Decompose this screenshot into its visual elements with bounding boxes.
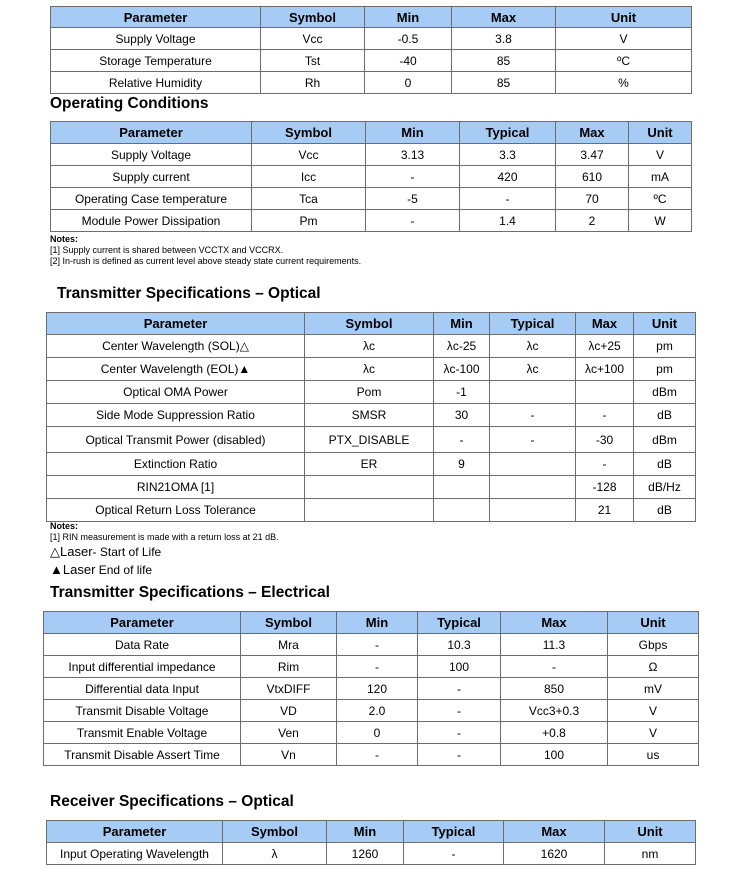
- table-row: [47, 358, 696, 381]
- column-header: Min: [434, 313, 490, 335]
- table-cell: -: [418, 678, 501, 700]
- tx-optical-note-1: [1] RIN measurement is made with a return loss at 21 dB.: [50, 532, 279, 542]
- legend-sol-label: Laser: [60, 544, 93, 559]
- header-row: [47, 313, 696, 335]
- table-cell: VtxDIFF: [241, 678, 337, 700]
- table-cell: -: [337, 656, 418, 678]
- table-cell: 3.3: [460, 144, 556, 166]
- legend-eol-label: Laser: [62, 562, 96, 577]
- table-cell: [305, 476, 434, 499]
- column-header: Parameter: [51, 122, 252, 144]
- table-cell: 2.0: [337, 700, 418, 722]
- table-row: [47, 335, 696, 358]
- table-cell: 0: [337, 722, 418, 744]
- column-header: Unit: [556, 7, 692, 28]
- table-cell: -: [404, 843, 504, 865]
- operating-note-1: [1] Supply current is shared between VCCTX and VCCRX.: [50, 245, 284, 255]
- column-header: Symbol: [305, 313, 434, 335]
- table-cell: -: [460, 188, 556, 210]
- table-cell: -: [490, 427, 576, 453]
- table-row: [44, 744, 699, 766]
- table-cell: dB: [634, 404, 696, 427]
- table-cell: Optical Return Loss Tolerance: [47, 499, 305, 522]
- table-cell: -: [418, 700, 501, 722]
- table-row: [51, 50, 692, 72]
- rx-optical-title: Receiver Specifications – Optical: [50, 793, 294, 810]
- column-header: Min: [327, 821, 404, 843]
- table-row: [44, 634, 699, 656]
- table-cell: Supply Voltage: [51, 28, 261, 50]
- table-cell: λc-25: [434, 335, 490, 358]
- table-cell: Supply current: [51, 166, 252, 188]
- table-row: [51, 188, 692, 210]
- column-header: Max: [576, 313, 634, 335]
- absolute-max-table: [50, 6, 692, 94]
- table-cell: -1: [434, 381, 490, 404]
- table-cell: 11.3: [501, 634, 608, 656]
- table-cell: Icc: [252, 166, 366, 188]
- table-cell: [434, 476, 490, 499]
- table-cell: Transmit Disable Assert Time: [44, 744, 241, 766]
- table-cell: Ω: [608, 656, 699, 678]
- table-row: [44, 678, 699, 700]
- table-cell: -: [576, 404, 634, 427]
- table-cell: λc: [305, 335, 434, 358]
- table-cell: Operating Case temperature: [51, 188, 252, 210]
- legend-sol: [50, 543, 161, 561]
- rx-optical-table: [46, 820, 696, 865]
- tx-optical-title: Transmitter Specifications – Optical: [57, 285, 321, 302]
- table-row: [47, 404, 696, 427]
- table-cell: Data Rate: [44, 634, 241, 656]
- table-cell: 9: [434, 453, 490, 476]
- column-header: Unit: [629, 122, 692, 144]
- table-cell: -: [366, 166, 460, 188]
- table-cell: 1260: [327, 843, 404, 865]
- table-cell: -: [434, 427, 490, 453]
- table-cell: Tst: [261, 50, 365, 72]
- table-cell: Transmit Enable Voltage: [44, 722, 241, 744]
- column-header: Symbol: [223, 821, 327, 843]
- operating-notes: [50, 234, 361, 267]
- table-cell: +0.8: [501, 722, 608, 744]
- table-cell: -5: [366, 188, 460, 210]
- table-row: [47, 381, 696, 404]
- table-row: [44, 700, 699, 722]
- table-cell: -0.5: [365, 28, 452, 50]
- table-row: [47, 476, 696, 499]
- table-cell: λc-100: [434, 358, 490, 381]
- table-cell: [576, 381, 634, 404]
- column-header: Symbol: [241, 612, 337, 634]
- header-row: [44, 612, 699, 634]
- table-cell: [490, 453, 576, 476]
- table-cell: dB: [634, 453, 696, 476]
- column-header: Max: [556, 122, 629, 144]
- table-cell: mV: [608, 678, 699, 700]
- table-cell: dB: [634, 499, 696, 522]
- header-row: [51, 122, 692, 144]
- column-header: Max: [501, 612, 608, 634]
- column-header: Parameter: [47, 313, 305, 335]
- table-row: [47, 453, 696, 476]
- table-cell: PTX_DISABLE: [305, 427, 434, 453]
- table-cell: Relative Humidity: [51, 72, 261, 94]
- table-cell: dBm: [634, 381, 696, 404]
- column-header: Typical: [404, 821, 504, 843]
- table-cell: λc+100: [576, 358, 634, 381]
- table-cell: Differential data Input: [44, 678, 241, 700]
- table-cell: [490, 381, 576, 404]
- tx-optical-notes-label: Notes:: [50, 521, 79, 531]
- table-row: [47, 499, 696, 522]
- table-cell: Supply Voltage: [51, 144, 252, 166]
- table-cell: λ: [223, 843, 327, 865]
- table-cell: -128: [576, 476, 634, 499]
- table-cell: Vcc: [261, 28, 365, 50]
- table-cell: Pom: [305, 381, 434, 404]
- table-cell: ºC: [556, 50, 692, 72]
- table-cell: 100: [501, 744, 608, 766]
- table-cell: Center Wavelength (EOL)▲: [47, 358, 305, 381]
- column-header: Typical: [418, 612, 501, 634]
- table-cell: Rh: [261, 72, 365, 94]
- table-cell: Optical Transmit Power (disabled): [47, 427, 305, 453]
- table-cell: -: [576, 453, 634, 476]
- table-cell: -: [418, 744, 501, 766]
- table-cell: -: [490, 404, 576, 427]
- operating-conditions-title: Operating Conditions: [50, 95, 209, 112]
- table-cell: Mra: [241, 634, 337, 656]
- table-cell: pm: [634, 335, 696, 358]
- table-cell: -40: [365, 50, 452, 72]
- table-cell: Center Wavelength (SOL)△: [47, 335, 305, 358]
- column-header: Min: [366, 122, 460, 144]
- table-cell: λc: [305, 358, 434, 381]
- table-row: [51, 28, 692, 50]
- tx-optical-table: [46, 312, 696, 522]
- column-header: Parameter: [51, 7, 261, 28]
- column-header: Unit: [634, 313, 696, 335]
- column-header: Max: [452, 7, 556, 28]
- table-cell: [490, 476, 576, 499]
- table-cell: [434, 499, 490, 522]
- table-cell: Rim: [241, 656, 337, 678]
- column-header: Parameter: [44, 612, 241, 634]
- header-row: [51, 7, 692, 28]
- table-cell: λc+25: [576, 335, 634, 358]
- table-cell: mA: [629, 166, 692, 188]
- table-cell: λc: [490, 335, 576, 358]
- table-cell: %: [556, 72, 692, 94]
- table-cell: -30: [576, 427, 634, 453]
- table-cell: [305, 499, 434, 522]
- table-row: [51, 166, 692, 188]
- table-cell: 3.13: [366, 144, 460, 166]
- column-header: Min: [337, 612, 418, 634]
- table-cell: 3.8: [452, 28, 556, 50]
- table-cell: V: [629, 144, 692, 166]
- table-cell: -: [501, 656, 608, 678]
- column-header: Max: [504, 821, 605, 843]
- table-cell: -: [337, 634, 418, 656]
- column-header: Parameter: [47, 821, 223, 843]
- column-header: Unit: [608, 612, 699, 634]
- legend-eol-text: End of life: [95, 563, 153, 577]
- table-cell: Optical OMA Power: [47, 381, 305, 404]
- table-cell: 850: [501, 678, 608, 700]
- laser-legend: [50, 543, 161, 579]
- table-row: [51, 144, 692, 166]
- table-cell: 85: [452, 72, 556, 94]
- table-row: [44, 722, 699, 744]
- legend-sol-text: - Start of Life: [92, 545, 162, 559]
- table-cell: 0: [365, 72, 452, 94]
- table-row: [44, 656, 699, 678]
- table-cell: 85: [452, 50, 556, 72]
- filled-triangle-icon: ▲: [50, 562, 63, 577]
- operating-note-2: [2] In-rush is defined as current level above steady state current requirements.: [50, 256, 362, 266]
- table-cell: -: [366, 210, 460, 232]
- table-cell: Gbps: [608, 634, 699, 656]
- table-cell: SMSR: [305, 404, 434, 427]
- table-cell: 610: [556, 166, 629, 188]
- table-cell: 1620: [504, 843, 605, 865]
- operating-notes-label: Notes:: [50, 234, 79, 244]
- table-cell: Vcc: [252, 144, 366, 166]
- table-cell: Input differential impedance: [44, 656, 241, 678]
- table-cell: Transmit Disable Voltage: [44, 700, 241, 722]
- operating-conditions-table: [50, 121, 692, 232]
- table-cell: dB/Hz: [634, 476, 696, 499]
- table-cell: Storage Temperature: [51, 50, 261, 72]
- table-cell: Side Mode Suppression Ratio: [47, 404, 305, 427]
- table-cell: V: [608, 700, 699, 722]
- table-cell: Extinction Ratio: [47, 453, 305, 476]
- table-cell: [490, 499, 576, 522]
- table-row: [47, 427, 696, 453]
- table-cell: λc: [490, 358, 576, 381]
- table-cell: 21: [576, 499, 634, 522]
- table-cell: Vcc3+0.3: [501, 700, 608, 722]
- table-cell: V: [556, 28, 692, 50]
- column-header: Symbol: [261, 7, 365, 28]
- header-row: [47, 821, 696, 843]
- table-cell: nm: [605, 843, 696, 865]
- table-cell: RIN21OMA [1]: [47, 476, 305, 499]
- table-cell: 1.4: [460, 210, 556, 232]
- open-triangle-icon: △: [50, 544, 60, 559]
- tx-electrical-table: [43, 611, 699, 766]
- tx-electrical-title: Transmitter Specifications – Electrical: [50, 584, 330, 601]
- table-cell: V: [608, 722, 699, 744]
- tx-optical-notes: [50, 521, 279, 543]
- table-cell: 120: [337, 678, 418, 700]
- column-header: Typical: [460, 122, 556, 144]
- table-cell: 10.3: [418, 634, 501, 656]
- table-cell: ER: [305, 453, 434, 476]
- table-row: [51, 210, 692, 232]
- table-cell: Module Power Dissipation: [51, 210, 252, 232]
- table-cell: 420: [460, 166, 556, 188]
- table-row: [47, 843, 696, 865]
- table-cell: 100: [418, 656, 501, 678]
- table-cell: ºC: [629, 188, 692, 210]
- table-cell: W: [629, 210, 692, 232]
- table-cell: us: [608, 744, 699, 766]
- column-header: Symbol: [252, 122, 366, 144]
- column-header: Unit: [605, 821, 696, 843]
- table-cell: 70: [556, 188, 629, 210]
- column-header: Typical: [490, 313, 576, 335]
- table-cell: -: [418, 722, 501, 744]
- table-cell: dBm: [634, 427, 696, 453]
- table-cell: Vn: [241, 744, 337, 766]
- column-header: Min: [365, 7, 452, 28]
- table-cell: Ven: [241, 722, 337, 744]
- table-cell: 2: [556, 210, 629, 232]
- legend-eol: [50, 561, 161, 579]
- table-cell: -: [337, 744, 418, 766]
- table-cell: Pm: [252, 210, 366, 232]
- table-cell: 30: [434, 404, 490, 427]
- table-cell: Input Operating Wavelength: [47, 843, 223, 865]
- table-row: [51, 72, 692, 94]
- table-cell: 3.47: [556, 144, 629, 166]
- table-cell: Tca: [252, 188, 366, 210]
- table-cell: pm: [634, 358, 696, 381]
- table-cell: VD: [241, 700, 337, 722]
